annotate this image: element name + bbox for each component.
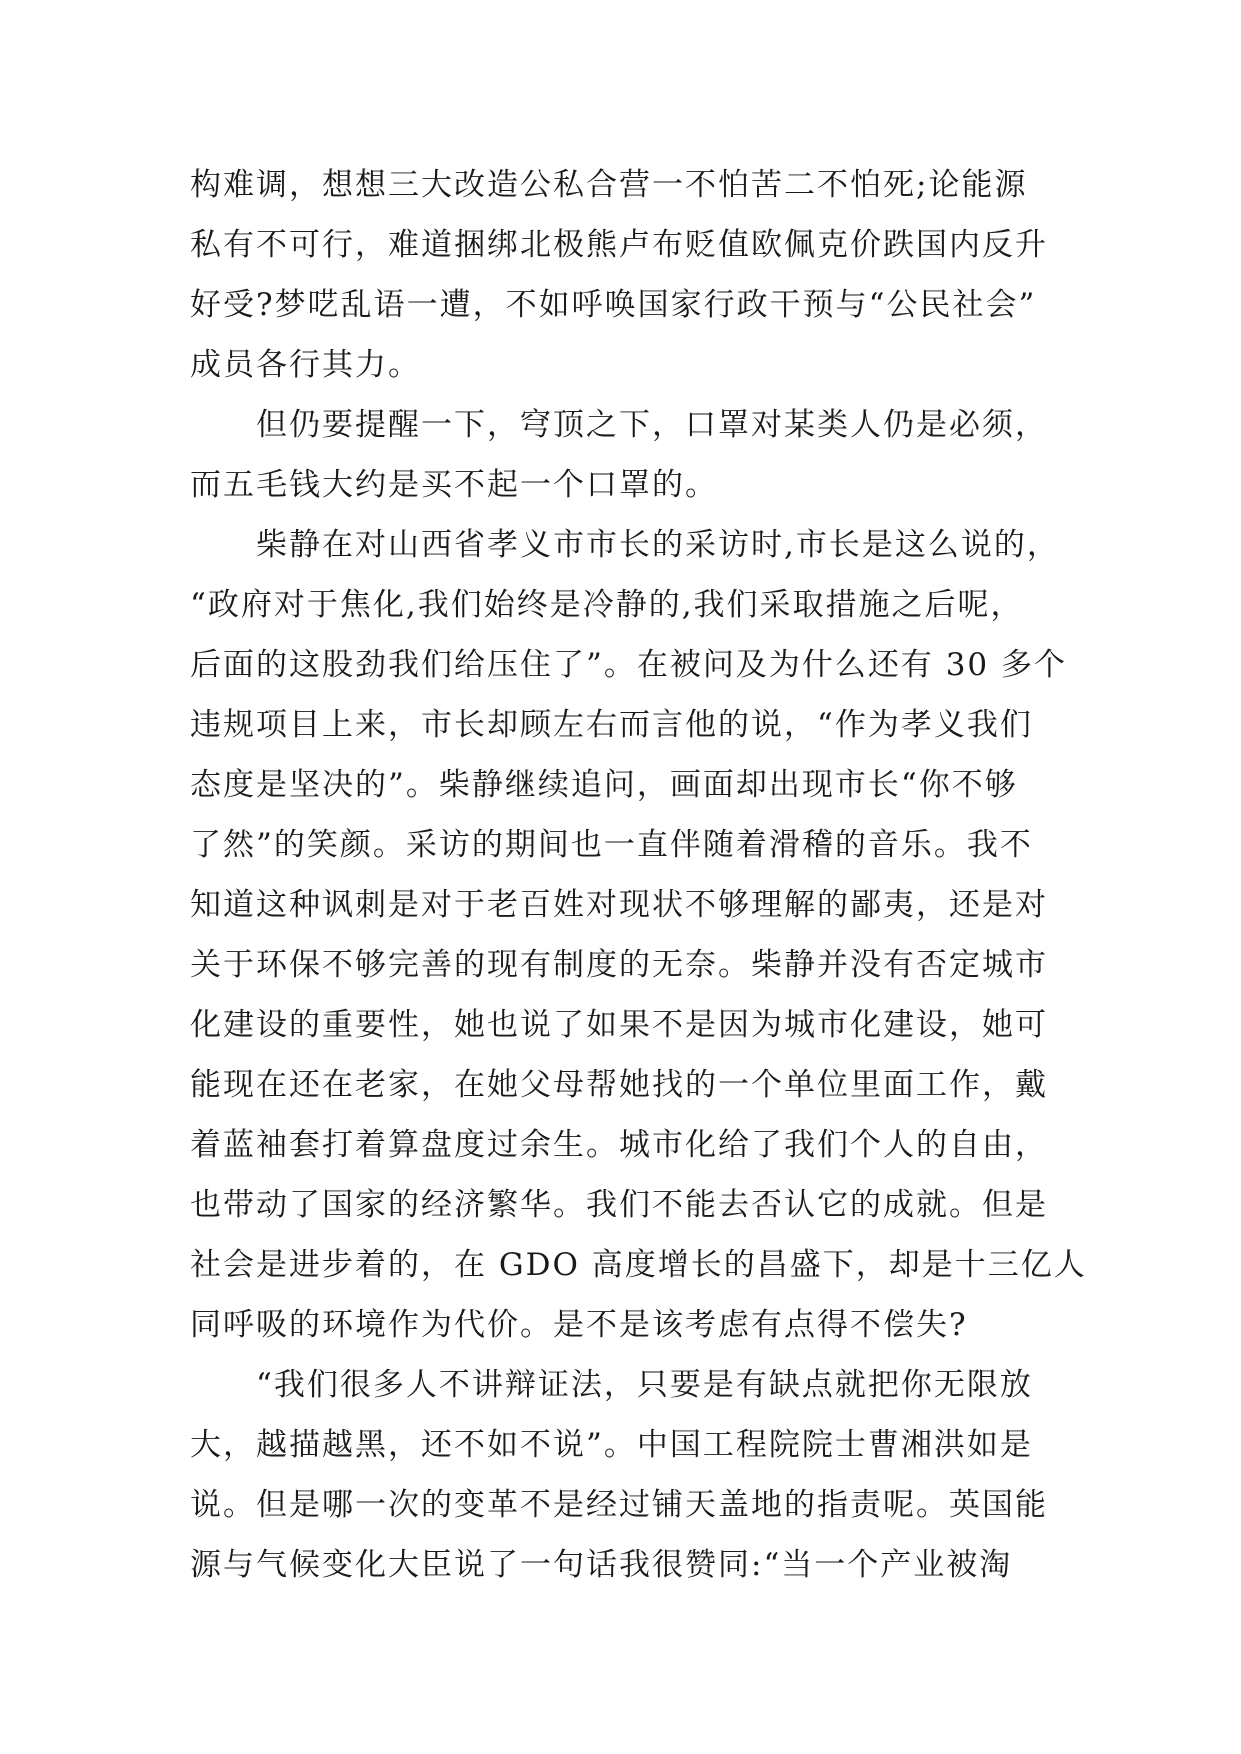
paragraph-4 (190, 1355, 1050, 1595)
text-line: 违规项目上来，市长却顾左右而言他的说，“作为孝义我们 (190, 707, 1033, 743)
paragraph-2 (190, 395, 1050, 515)
text-line: “政府对于焦化,我们始终是冷静的,我们采取措施之后呢， (190, 587, 1024, 623)
text-line: 能现在还在老家，在她父母帮她找的一个单位里面工作，戴 (190, 1067, 1048, 1103)
text-line: 化建设的重要性，她也说了如果不是因为城市化建设，她可 (190, 1007, 1048, 1043)
text-line: 态度是坚决的”。柴静继续追问，画面却出现市长“你不够 (190, 767, 1018, 803)
text-line: “我们很多人不讲辩证法，只要是有缺点就把你无限放 (256, 1367, 1033, 1403)
text-line: 构难调，想想三大改造公私合营一不怕苦二不怕死;论能源 (190, 167, 1028, 203)
body-text (190, 155, 1087, 1595)
text-line: 也带动了国家的经济繁华。我们不能去否认它的成就。但是 (190, 1187, 1048, 1223)
text-line: 但仍要提醒一下，穹顶之下，口罩对某类人仍是必须， (256, 407, 1048, 443)
text-line: 而五毛钱大约是买不起一个口罩的。 (190, 467, 718, 503)
text-line: 大，越描越黑，还不如不说”。中国工程院院士曹湘洪如是 (190, 1427, 1033, 1463)
text-line: 同呼吸的环境作为代价。是不是该考虑有点得不偿失? (190, 1307, 968, 1343)
text-line: 社会是进步着的，在 GDO 高度增长的昌盛下，却是十三亿人 (190, 1247, 1087, 1283)
text-line: 私有不可行，难道捆绑北极熊卢布贬值欧佩克价跌国内反升 (190, 227, 1048, 263)
paragraph-3 (190, 515, 1087, 1355)
text-line: 成员各行其力。 (190, 347, 421, 383)
text-line: 着蓝袖套打着算盘度过余生。城市化给了我们个人的自由， (190, 1127, 1048, 1163)
text-line: 关于环保不够完善的现有制度的无奈。柴静并没有否定城市 (190, 947, 1048, 983)
text-line: 后面的这股劲我们给压住了”。在被问及为什么还有 30 多个 (190, 647, 1067, 683)
paragraph-1 (190, 155, 1050, 395)
text-line: 源与气候变化大臣说了一句话我很赞同:“当一个产业被淘 (190, 1547, 1013, 1583)
text-line: 柴静在对山西省孝义市市长的采访时,市长是这么说的， (256, 527, 1060, 563)
text-line: 说。但是哪一次的变革不是经过铺天盖地的指责呢。英国能 (190, 1487, 1048, 1523)
text-line: 好受?梦呓乱语一遭，不如呼唤国家行政干预与“公民社会” (190, 287, 1037, 323)
text-line: 了然”的笑颜。采访的期间也一直伴随着滑稽的音乐。我不 (190, 827, 1033, 863)
text-line: 知道这种讽刺是对于老百姓对现状不够理解的鄙夷，还是对 (190, 887, 1048, 923)
